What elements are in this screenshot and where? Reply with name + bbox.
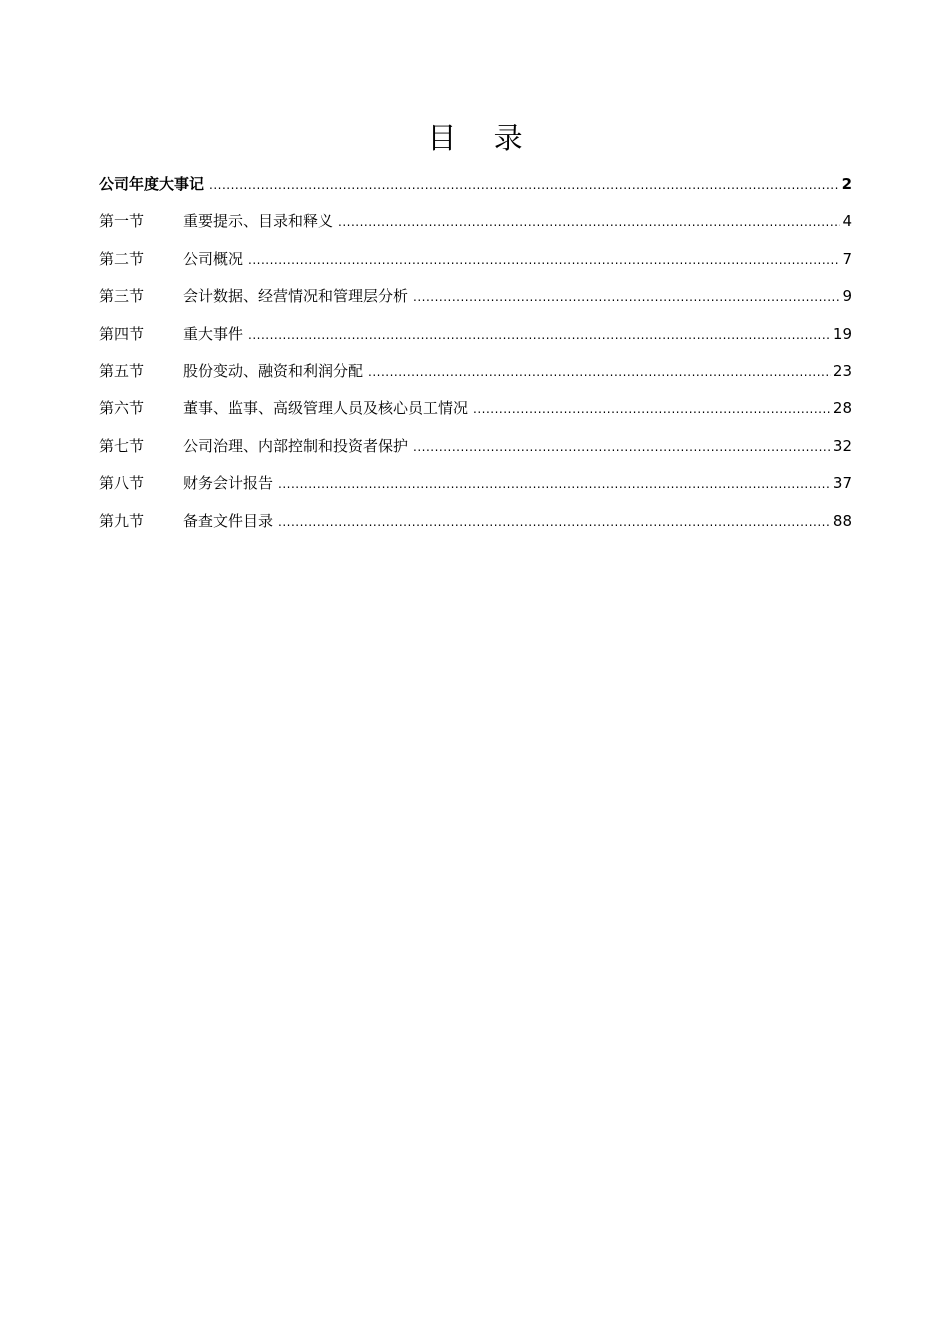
toc-entry[interactable] — [99, 320, 852, 357]
toc-section-label: 第一节 — [99, 212, 145, 231]
toc-leader-dots — [338, 208, 840, 236]
toc-entry-title: 公司概况 — [183, 249, 244, 268]
toc-page-number: 88 — [832, 511, 852, 530]
toc-page-number: 19 — [832, 324, 852, 343]
toc-entry-title: 财务会计报告 — [183, 474, 274, 493]
toc-leader-dots — [248, 321, 831, 349]
toc-leader-dots — [278, 470, 831, 498]
toc-entry-title: 重要提示、目录和释义 — [183, 212, 334, 231]
toc-entry[interactable] — [99, 170, 852, 207]
toc-title: 目 录 — [427, 121, 537, 155]
toc-entry-title: 公司治理、内部控制和投资者保护 — [183, 436, 409, 455]
toc-entry[interactable] — [99, 282, 852, 319]
toc-page-number: 4 — [842, 212, 852, 231]
toc-section-label: 第三节 — [99, 287, 145, 306]
toc-entry[interactable] — [99, 357, 852, 394]
toc-entry[interactable] — [99, 207, 852, 244]
toc-entry-title: 备查文件目录 — [183, 511, 274, 530]
toc-entry-title: 股份变动、融资和利润分配 — [183, 361, 364, 380]
toc-leader-dots — [209, 171, 840, 199]
toc-section-label: 第四节 — [99, 324, 145, 343]
toc-leader-dots — [413, 283, 840, 311]
toc-leader-dots — [248, 246, 840, 274]
toc-entry-title: 董事、监事、高级管理人员及核心员工情况 — [183, 399, 469, 418]
toc-leader-dots — [413, 433, 831, 461]
toc-page-number: 28 — [832, 399, 852, 418]
toc-leader-dots — [473, 395, 831, 423]
toc-entry[interactable] — [99, 432, 852, 469]
toc-section-label: 第二节 — [99, 249, 145, 268]
toc-leader-dots — [368, 358, 831, 386]
toc-entry-title: 会计数据、经营情况和管理层分析 — [183, 287, 409, 306]
toc-page-number: 32 — [832, 436, 852, 455]
toc-page-number: 2 — [841, 175, 852, 193]
toc-page-number: 37 — [832, 474, 852, 493]
toc-page-number: 9 — [842, 287, 852, 306]
toc-entry-title: 重大事件 — [183, 324, 244, 343]
toc-entry[interactable] — [99, 507, 852, 544]
toc-section-label: 第七节 — [99, 436, 145, 455]
toc-entry-title: 公司年度大事记 — [99, 175, 205, 193]
toc-leader-dots — [278, 508, 831, 536]
toc-list — [99, 170, 852, 544]
toc-entry[interactable] — [99, 245, 852, 282]
toc-entry[interactable] — [99, 394, 852, 431]
toc-section-label: 第六节 — [99, 399, 145, 418]
toc-page-number: 7 — [842, 249, 852, 268]
toc-page-number: 23 — [832, 361, 852, 380]
toc-section-label: 第八节 — [99, 474, 145, 493]
toc-entry[interactable] — [99, 469, 852, 506]
toc-section-label: 第五节 — [99, 361, 145, 380]
toc-section-label: 第九节 — [99, 511, 145, 530]
